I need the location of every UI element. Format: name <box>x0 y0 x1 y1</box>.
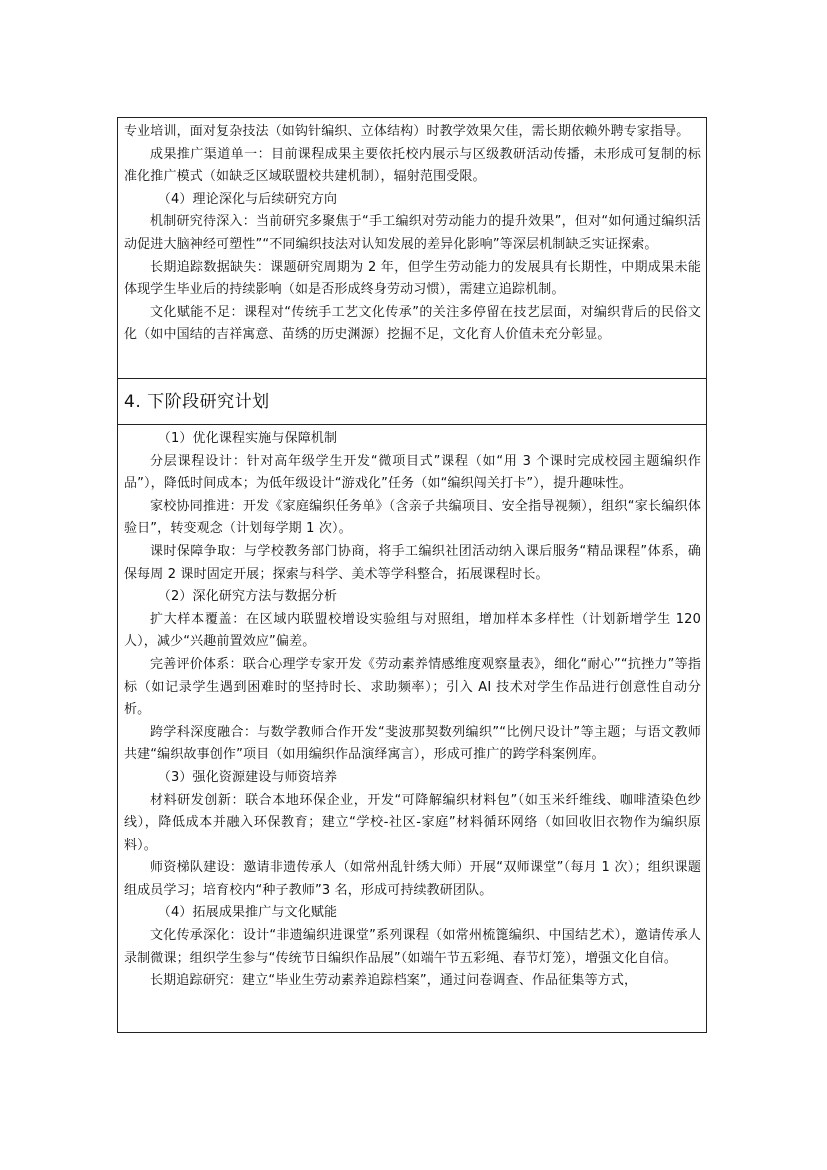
part1-content <box>118 118 706 347</box>
subsection-heading: （2）深化研究方法与数据分析 <box>157 589 338 605</box>
table-cell-section-heading <box>117 379 707 425</box>
paragraph: 文化传承深化：设计“非遗编织进课堂”系列课程（如常州梳篦编织、中国结艺术），邀请传承人录制微课；组织学生参与“传统节日编织作品展”（如端午节五彩绳、春节灯笼），增强文化自信。 <box>124 928 701 966</box>
paragraph: 分层课程设计：针对高年级学生开发“微项目式”课程（如“用 3 个课时完成校园主题编织作品”），降低时间成本；为低年级设计“游戏化”任务（如“编织闯关打卡”），提升趣味性。 <box>124 453 701 492</box>
paragraph: 家校协同推进：开发《家庭编织任务单》（含亲子共编项目、安全指导视频），组织“家长编织体验日”，转变观念（计划每学期 1 次）。 <box>124 498 701 537</box>
paragraph: 文化赋能不足：课程对“传统手工艺文化传承”的关注多停留在技艺层面，对编织背后的民俗文化（如中国结的吉祥寓意、苗绣的历史渊源）挖掘不足，文化育人价值未充分彰显。 <box>124 304 701 343</box>
subsection-heading: （4）拓展成果推广与文化赋能 <box>157 905 338 921</box>
paragraph: 材料研发创新：联合本地环保企业，开发“可降解编织材料包”（如玉米纤维线、咖啡渣染色纱线），降低成本并融入环保教育；建立“学校-社区-家庭”材料循环网络（如回收旧衣物作为编织原料）。 <box>124 792 701 853</box>
subsection-heading: （3）强化资源建设与师资培养 <box>157 769 338 785</box>
table-cell-part1 <box>117 117 707 379</box>
paragraph: 完善评价体系：联合心理学专家开发《劳动素养情感维度观察量表》，细化“耐心”“抗挫力”等指标（如记录学生遇到困难时的坚持时长、求助频率）；引入 AI 技术对学生作品进行创意性自动分析。 <box>124 656 701 718</box>
paragraph: 成果推广渠道单一：目前课程成果主要依托校内展示与区级教研活动传播，未形成可复制的标准化推广模式（如缺乏区域联盟校共建机制），辐射范围受限。 <box>124 146 701 185</box>
paragraph: 课时保障争取：与学校教务部门协商，将手工编织社团活动纳入课后服务“精品课程”体系，确保每周 2 课时固定开展；探索与科学、美术等学科整合，拓展课程时长。 <box>124 543 701 582</box>
part2-content <box>118 425 706 993</box>
paragraph: 专业培训，面对复杂技法（如钩针编织、立体结构）时教学效果欠佳，需长期依赖外聘专家指导。 <box>124 124 690 139</box>
section-title: 4. 下阶段研究计划 <box>124 392 270 412</box>
table-cell-part2 <box>117 425 707 1033</box>
paragraph: 师资梯队建设：邀请非遗传承人（如常州乱针绣大师）开展“双师课堂”（每月 1 次）；组织课题组成员学习；培育校内“种子教师”3 名，形成可持续教研团队。 <box>124 860 701 898</box>
subsection-heading: （4）理论深化与后续研究方向 <box>157 191 338 207</box>
subsection-heading: （1）优化课程实施与保障机制 <box>157 431 338 446</box>
paragraph: 长期追踪研究：建立“毕业生劳动素养追踪档案”，通过问卷调查、作品征集等方式， <box>150 973 638 989</box>
paragraph: 长期追踪数据缺失：课题研究周期为 2 年，但学生劳动能力的发展具有长期性，中期成果未能体现学生毕业后的持续影响（如是否形成终身劳动习惯），需建立追踪机制。 <box>124 259 701 298</box>
paragraph: 机制研究待深入：当前研究多聚焦于“手工编织对劳动能力的提升效果”，但对“如何通过编织活动促进大脑神经可塑性”“不同编织技法对认知发展的差异化影响”等深层机制缺乏实证探索。 <box>124 214 701 252</box>
paragraph: 扩大样本覆盖：在区域内联盟校增设实验组与对照组，增加样本多样性（计划新增学生 120 人），减少“兴趣前置效应”偏差。 <box>124 611 701 650</box>
paragraph: 跨学科深度融合：与数学教师合作开发“斐波那契数列编织”“比例尺设计”等主题；与语文教师共建“编织故事创作”项目（如用编织作品演绎寓言），形成可推广的跨学科案例库。 <box>124 724 701 763</box>
